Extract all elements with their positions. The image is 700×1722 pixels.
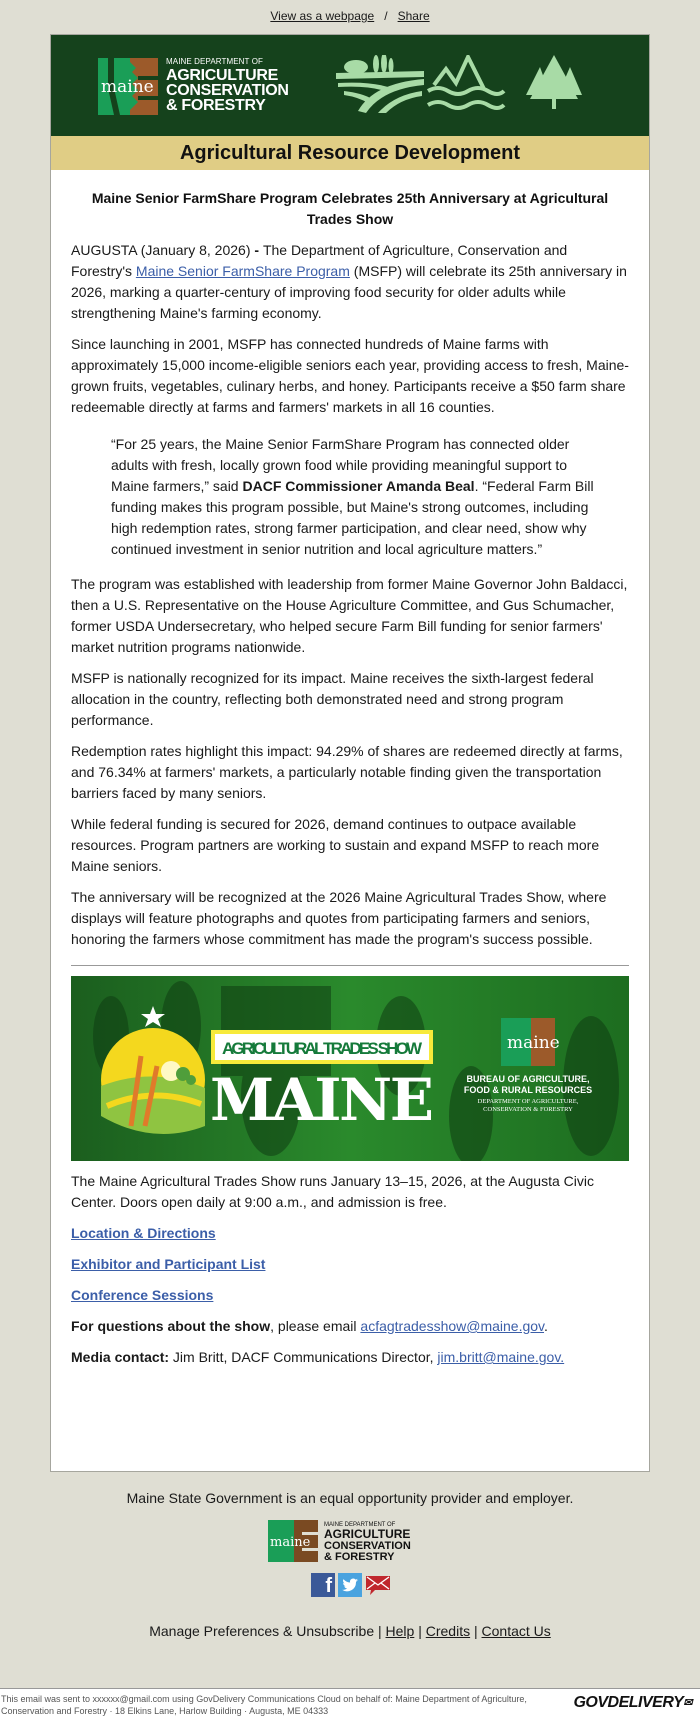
mountain-water-icon [428, 57, 504, 108]
help-link[interactable]: Help [385, 1623, 415, 1639]
credits-link[interactable]: Credits [425, 1623, 471, 1639]
contact-us-link[interactable]: Contact Us [481, 1623, 551, 1639]
svg-text:AGRICULTURAL TRADES SHOW: AGRICULTURAL TRADES SHOW [222, 1039, 422, 1058]
svg-text:& FORESTRY: & FORESTRY [323, 1551, 394, 1563]
dept-name: MAINE DEPARTMENT OF AGRICULTURE CONSERVATION & FORESTRY [166, 57, 289, 114]
social-icons [0, 1573, 700, 1597]
questions-contact: For questions about the show, please email acfagtradesshow@maine.gov. [71, 1318, 548, 1334]
svg-text:maine: maine [101, 77, 154, 97]
svg-text:AGRICULTURE: AGRICULTURE [323, 1527, 410, 1541]
commissioner-quote: “For 25 years, the Maine Senior FarmShare Program has connected older adults with fresh, locally grown food while providing meaningful support to Maine farmers,” said DACF Commissioner Amanda Beal. “Federal Farm Bill funding makes this program possible, but Maine's strong outcomes, including high redemption rates, strong farmer participation, and clear need, show why continued investment in senior nutrition and local agriculture matters.” [111, 436, 594, 557]
email-icon[interactable] [365, 1573, 389, 1597]
email-body [50, 34, 650, 1472]
paragraph: MSFP is nationally recognized for its impact. Maine receives the sixth-largest federal allocation in the country, reflecting both demonstrated need and strong program performance. [71, 670, 594, 728]
paragraph: The program was established with leadership from former Maine Governor John Baldacci, then a U.S. Representative on the House Agriculture Committee, and Gus Schumacher, former USDA Undersecretary, who helped secure Farm Bill funding for senior farmers' market nutrition programs nationwide. [71, 576, 628, 655]
header-banner [51, 35, 649, 136]
article [51, 170, 649, 1368]
svg-text:CONSERVATION & FORESTRY: CONSERVATION & FORESTRY [483, 1106, 573, 1113]
svg-text:DEPARTMENT OF AGRICULTURE,: DEPARTMENT OF AGRICULTURE, [477, 1098, 579, 1105]
svg-text:MAINE DEPARTMENT OF: MAINE DEPARTMENT OF [323, 1522, 395, 1528]
paragraph: The anniversary will be recognized at the 2026 Maine Agricultural Trades Show, where displays will feature photographs and quotes from participating farmers and seniors, honoring the farmers whose commitment has made the program's success possible. [71, 889, 607, 947]
footer-dacf-logo [268, 1520, 433, 1564]
msfp-link[interactable]: Maine Senior FarmShare Program [135, 263, 350, 279]
share-link[interactable]: Share [397, 9, 430, 23]
paragraph: Redemption rates highlight this impact: 94.29% of shares are redeemed directly at farms, and 76.34% at farmers' markets, a particularly notable finding given the transportation barriers faced by many seniors. [71, 743, 623, 801]
sender-address: Conservation and Forestry · 18 Elkins Lane, Harlow Building · Augusta, ME 04333 [1, 1706, 329, 1716]
view-as-webpage-link[interactable]: View as a webpage [270, 9, 375, 23]
top-links [0, 0, 700, 33]
conference-sessions-link[interactable]: Conference Sessions [71, 1287, 214, 1303]
svg-text:FOOD & RURAL RESOURCES: FOOD & RURAL RESOURCES [463, 1085, 593, 1095]
svg-text:MAINE: MAINE [210, 1066, 434, 1134]
section-title: Agricultural Resource Development [51, 136, 649, 170]
separator: / [384, 9, 388, 23]
maine-me-icon [98, 58, 158, 115]
trades-show-email-link[interactable]: acfagtradesshow@maine.gov [360, 1318, 545, 1334]
dacf-logo [98, 58, 318, 115]
show-links [71, 1223, 629, 1306]
trades-show-banner-image [71, 976, 629, 1161]
envelope-icon: ✉ [683, 1697, 692, 1709]
govdelivery-logo[interactable]: GOVDELIVERY✉ [573, 1694, 692, 1711]
headline: Maine Senior FarmShare Program Celebrates 25th Anniversary at Agricultural Trades Show [91, 190, 609, 227]
show-details: The Maine Agricultural Trades Show runs January 13–15, 2026, at the Augusta Civic Center. Doors open daily at 9:00 a.m., and admission is free. [71, 1173, 594, 1210]
header-icons [334, 55, 604, 117]
paragraph: Since launching in 2001, MSFP has connected hundreds of Maine farms with approximately 15,000 income-eligible seniors each year, providing access to fresh, Maine-grown fruits, vegetables, culinary herbs, and honey. Participants receive a $50 farm share redeemable directly at farms and farmers' markets in all 16 counties. [71, 336, 629, 415]
svg-text:CONSERVATION: CONSERVATION [323, 1540, 411, 1552]
svg-text:maine: maine [507, 1033, 560, 1053]
govdelivery-footer [0, 1688, 700, 1722]
preferences-links: Manage Preferences & Unsubscribe | Help | Credits | Contact Us [149, 1623, 551, 1639]
paragraph: While federal funding is secured for 2026, demand continues to outpace available resources. Program partners are working to sustain and expand MSFP to reach more Maine seniors. [71, 816, 600, 874]
paragraph-intro: AUGUSTA (January 8, 2026) - The Department of Agriculture, Conservation and Forestry's Maine Senior FarmShare Program (MSFP) will celebrate its 25th anniversary in 2026, marking a quarter-century of improving food security for older adults while strengthening Maine's farming economy. [71, 242, 627, 321]
facebook-icon[interactable]: f [311, 1573, 335, 1597]
speaker-name: DACF Commissioner Amanda Beal [242, 478, 475, 494]
equal-opportunity-statement: Maine State Government is an equal opportunity provider and employer. [126, 1490, 574, 1506]
sent-to-notice: This email was sent to xxxxxx@gmail.com using GovDelivery Communications Cloud on behalf of: Maine Department of Agriculture, [1, 1694, 527, 1704]
divider [71, 965, 629, 966]
svg-text:BUREAU OF AGRICULTURE,: BUREAU OF AGRICULTURE, [466, 1074, 590, 1084]
footer [0, 1490, 700, 1639]
location-directions-link[interactable]: Location & Directions [71, 1225, 216, 1241]
twitter-icon[interactable] [338, 1573, 362, 1597]
maine-logo-icon [501, 1018, 560, 1066]
farm-fields-icon [336, 55, 424, 113]
pine-trees-icon [526, 55, 582, 109]
svg-text:maine: maine [269, 1535, 310, 1550]
media-email-link[interactable]: jim.britt@maine.gov. [437, 1349, 565, 1365]
exhibitor-list-link[interactable]: Exhibitor and Participant List [71, 1256, 266, 1272]
manage-preferences-text[interactable]: Manage Preferences & Unsubscribe [149, 1623, 375, 1639]
media-contact: Media contact: Jim Britt, DACF Communications Director, jim.britt@maine.gov. [71, 1349, 565, 1365]
